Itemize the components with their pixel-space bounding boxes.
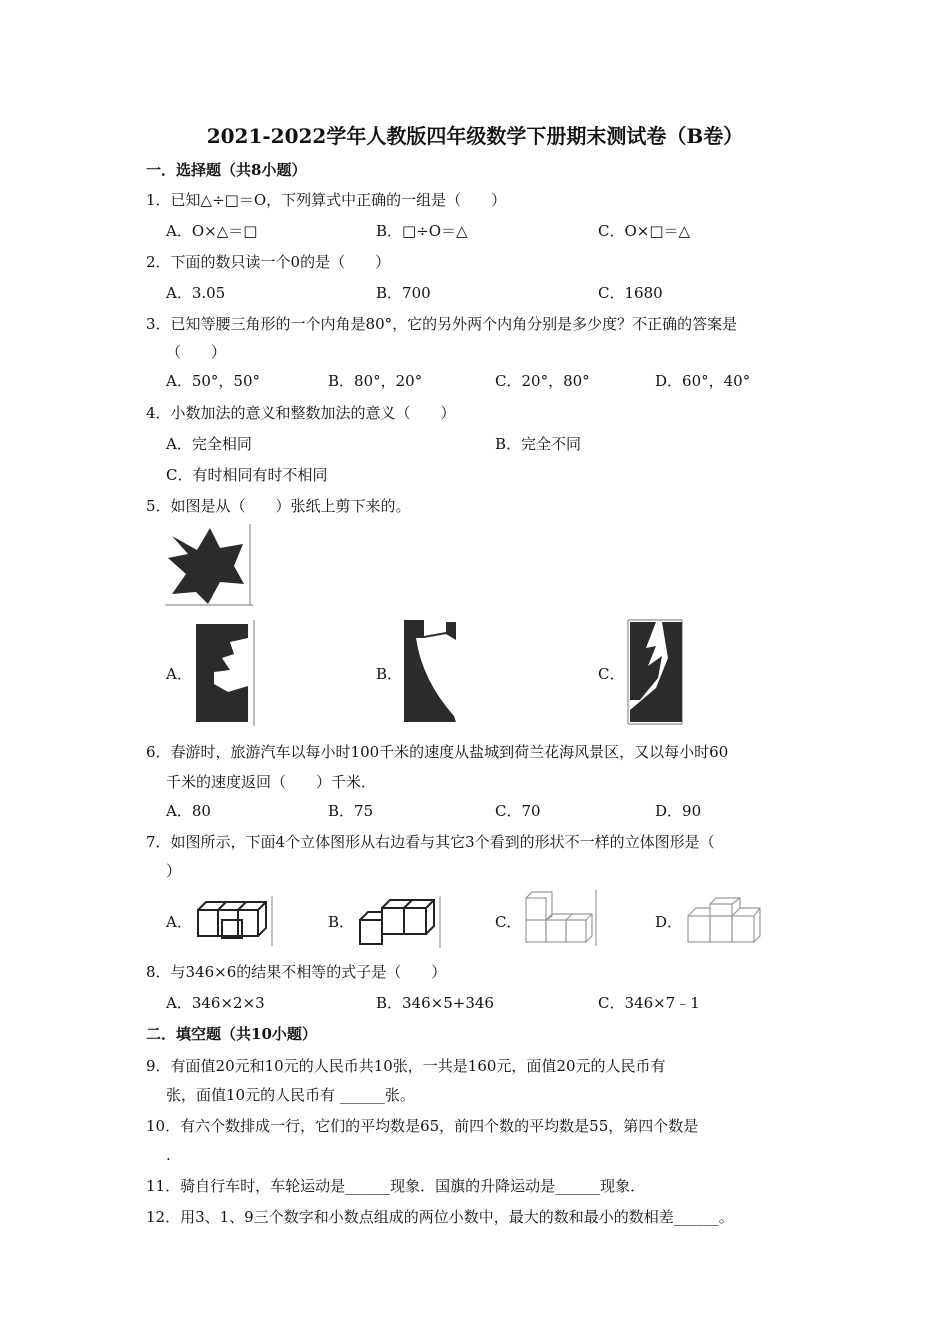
section-choice-heading: 一．选择题（共8小题） [146, 161, 307, 179]
q7-option-b: B． [328, 913, 355, 931]
q3-stem-line1: 3．已知等腰三角形的一个内角是80°，它的另外两个内角分别是多少度？不正确的答案是 [146, 315, 738, 333]
section-fill-heading: 二．填空题（共10小题） [146, 1025, 317, 1043]
q10-line2: . [166, 1146, 171, 1164]
q12-line1: 12．用3、1、9三个数字和小数点组成的两位小数中，最大的数和最小的数相差______。 [146, 1208, 734, 1226]
q5-option-b: B． [376, 665, 403, 683]
q1-stem: 1．已知△÷□＝O，下列算式中正确的一组是（ ） [146, 191, 507, 209]
q9-line2: 张，面值10元的人民币有 ______张。 [166, 1086, 415, 1104]
q1-option-c: C．O×□＝△ [598, 222, 691, 240]
q3-option-d: D．60°，40° [655, 372, 751, 390]
q7-option-c: C． [495, 913, 522, 931]
q8-option-a: A．346×2×3 [166, 994, 265, 1012]
q7-option-a: A． [166, 913, 192, 931]
q6-stem-line1: 6．春游时，旅游汽车以每小时100千米的速度从盐城到荷兰花海风景区，又以每小时60 [146, 743, 729, 761]
q6-stem-line2: 千米的速度返回（ ）千米． [166, 773, 377, 791]
q3-option-c: C．20°，80° [495, 372, 590, 390]
q5-stem: 5．如图是从（ ）张纸上剪下来的。 [146, 497, 411, 515]
page-title: 2021-2022学年人教版四年级数学下册期末测试卷（B卷） [206, 124, 744, 148]
q1-option-a: A．O×△＝□ [166, 222, 258, 240]
q5-option-c: C． [598, 665, 625, 683]
q5-paper-c-figure [626, 618, 686, 726]
q6-option-b: B．75 [328, 802, 374, 820]
q4-option-a: A．完全相同 [166, 435, 252, 453]
q5-paper-a-figure [192, 620, 258, 726]
q7-solid-d-figure [682, 896, 766, 948]
q10-line1: 10．有六个数排成一行，它们的平均数是65，前四个数的平均数是55，第四个数是 [146, 1117, 699, 1135]
q3-stem-line2: （ ） [166, 343, 227, 361]
q1-option-b: B．□÷O＝△ [376, 222, 468, 240]
q7-solid-c-figure [520, 888, 602, 948]
q7-stem-line1: 7．如图所示，下面4个立体图形从右边看与其它3个看到的形状不一样的立体图形是（ [146, 833, 715, 851]
q5-cutout-figure [164, 522, 254, 606]
q3-option-b: B．80°，20° [328, 372, 423, 390]
q4-option-b: B．完全不同 [495, 435, 582, 453]
q2-option-c: C．1680 [598, 284, 663, 302]
q6-option-d: D．90 [655, 802, 702, 820]
q9-line1: 9．有面值20元和10元的人民币共10张，一共是160元，面值20元的人民币有 [146, 1057, 666, 1075]
q11-line1: 11．骑自行车时，车轮运动是______现象．国旗的升降运动是______现象． [146, 1177, 646, 1195]
q5-paper-b-figure [402, 618, 460, 726]
q7-solid-a-figure [194, 894, 276, 948]
q7-stem-line2: ） [166, 862, 182, 880]
q8-option-b: B．346×5+346 [376, 994, 494, 1012]
q4-stem: 4．小数加法的意义和整数加法的意义（ ） [146, 404, 456, 422]
q6-option-c: C．70 [495, 802, 541, 820]
q7-option-d: D． [655, 913, 683, 931]
q7-solid-b-figure [352, 894, 444, 950]
q4-option-c: C．有时相同有时不相同 [166, 466, 328, 484]
q8-option-c: C．346×7﹣1 [598, 994, 700, 1012]
q6-option-a: A．80 [166, 802, 211, 820]
q5-option-a: A． [166, 665, 192, 683]
q2-option-a: A．3.05 [166, 284, 226, 302]
q3-option-a: A．50°，50° [166, 372, 261, 390]
q2-option-b: B．700 [376, 284, 431, 302]
q2-stem: 2．下面的数只读一个0的是（ ） [146, 253, 391, 271]
q8-stem: 8．与346×6的结果不相等的式子是（ ） [146, 963, 447, 981]
